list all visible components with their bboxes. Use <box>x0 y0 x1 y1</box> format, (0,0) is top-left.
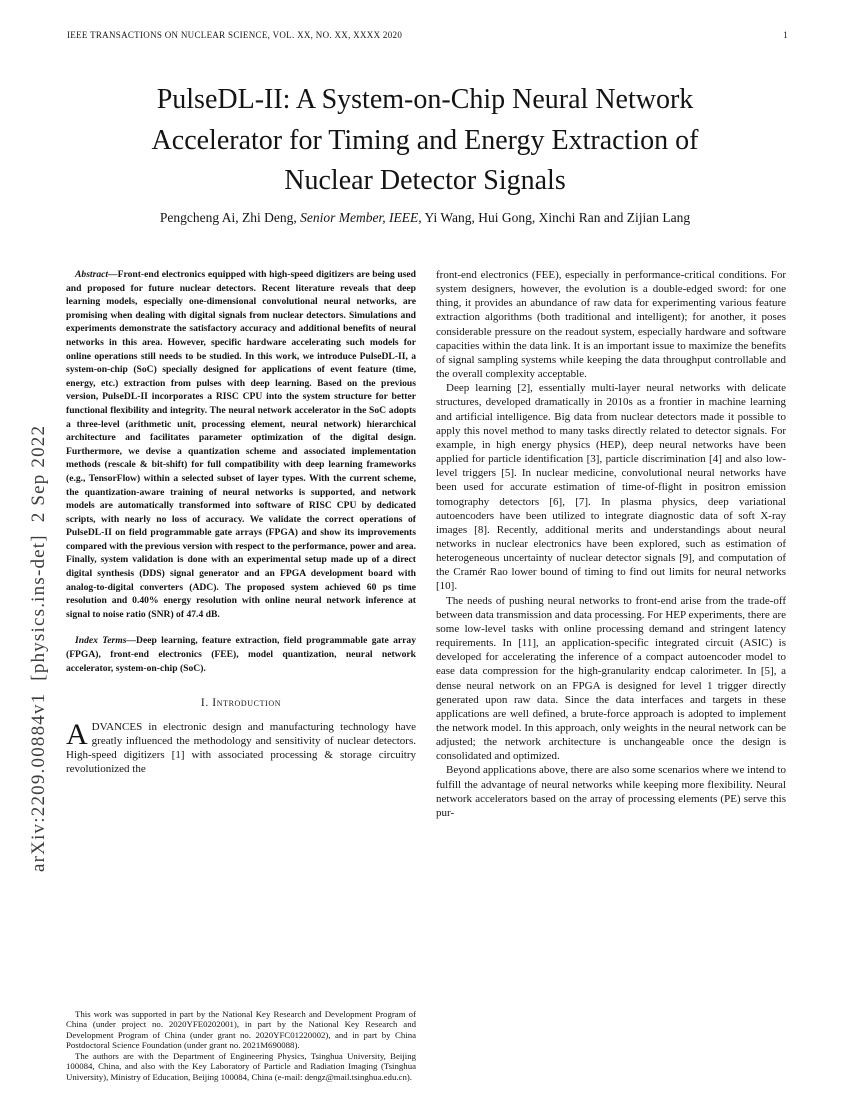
title-line: Accelerator for Timing and Energy Extraction of <box>151 124 699 156</box>
intro-paragraph-text: DVANCES in electronic design and manufacturing technology have greatly influenced the methodology and sensitivity of nuclear detectors. High-speed digitizers [1] with associated processing & storage circuitry revolutionized the <box>66 721 416 776</box>
footnotes-block <box>66 1009 416 1083</box>
abstract-label: Abstract— <box>75 269 118 280</box>
authors-membership: Senior Member, IEEE <box>300 210 419 225</box>
footnote: The authors are with the Department of Engineering Physics, Tsinghua University, Beijing 100084, China, and also with the Key Laboratory of Particle and Radiation Imaging (Tsinghua University), Ministry of Education, Beijing 100084, China (e-mail: dengz@mail.tsinghua.edu.cn). <box>66 1050 416 1082</box>
body-paragraph: front-end electronics (FEE), especially in performance-critical conditions. For system designers, however, the evolution is a double-edged sword: for one thing, it provides an abundance of raw data for experimenting various feature extraction algorithms (both traditional and intelligent); for another, it poses considerable pressure on the readout system, especially hardware and software capacities within the data link. It is an important issue to maximize the benefits of signal sampling systems while keeping the data throughput controllable and the overall complexity acceptable. <box>436 269 786 381</box>
authors-text: Pengcheng Ai, Zhi Deng, <box>159 210 301 225</box>
paper-title <box>70 80 780 202</box>
running-header <box>67 30 788 40</box>
index-terms-section <box>66 634 416 675</box>
arxiv-watermark: arXiv:2209.00884v1 [physics.ins-det] 2 Sep 2022 <box>28 424 49 872</box>
body-paragraph: The needs of pushing neural networks to front-end arise from the trade-off between data transmission and data processing. For HEP experiments, there are some low-level tasks with online processing demand and stringent latency requirements. In [11], an application-specific integrated circuit (ASIC) is developed for accelerating the inference of a compact autoencoder model to ease data compression for the high-granularity endcap calorimeter. In [5], a dense neural network on an FPGA is designed for level 1 trigger directly generated upon raw data. Since the data interfaces and targets in these applications are well defined, a brute-force approach is adopted to implement the network model. In this approach, only weights in the neural network can be adjusted; the network architecture is unchangeable once the design is consolidated and optimized. <box>436 594 786 763</box>
title-line: Nuclear Detector Signals <box>284 165 566 197</box>
intro-dropcap: A <box>66 718 88 752</box>
journal-header: IEEE TRANSACTIONS ON NUCLEAR SCIENCE, VOL. XX, NO. XX, XXXX 2020 <box>67 30 403 40</box>
abstract-section <box>66 268 416 621</box>
index-terms-text: Deep learning, feature extraction, field programmable gate array (FPGA), front-end electronics (FEE), model quantization, neural network accelerator, system-on-chip (SoC). <box>66 635 416 674</box>
body-paragraph: Deep learning [2], essentially multi-layer neural networks with delicate structures, developed dramatically in 2010s as a frontier in machine learning and artificial intelligence. Big data from nuclear detectors made it possible to apply this novel method to many tasks directly related to detector signals. For example, in high energy physics (HEP), deep neural networks have been applied for particle identification [3], particle discrimination [4] and also low-level triggers [5]. In nuclear medicine, convolutional neural networks have been used for accurate estimation of time-of-flight in positron emission tomography detectors [6], [7]. In plasma physics, deep variational autoencoders have been utilized to integrate diagnostic data of soft X-ray images [8]. Recently, additional merits and understandings about neural networks in nuclear electronics have been explored, such as estimation of heterogeneous uncertainty of nuclear detector signals [9], and computation of the Cramér Rao lower bound of timing to find out limits for neural networks [10]. <box>436 382 786 593</box>
authors-text: , Yi Wang, Hui Gong, Xinchi Ran and Zijian Lang <box>418 210 691 225</box>
page-number: 1 <box>783 30 788 40</box>
right-column <box>436 268 786 1082</box>
two-column-body <box>66 268 786 1082</box>
footnote: This work was supported in part by the National Key Research and Development Program of China (under project no. 2020YFE0202001), in part by the National Key Research and Development Program of China (under grant no. 2020YFC01220002), and in part by China Postdoctoral Science Foundation (under grant no. 2021M690088). <box>66 1008 416 1050</box>
body-paragraph: Beyond applications above, there are also some scenarios where we intend to fulfill the advantage of neural networks while keeping more flexibility. Neural network accelerators based on the array of processing elements (PE) serve this pur- <box>436 764 786 819</box>
index-terms-label: Index Terms— <box>75 635 137 647</box>
abstract-text: Front-end electronics equipped with high-speed digitizers are being used and proposed for future nuclear detectors. Recent literature reveals that deep learning models, especially one-dimensional convolutional neural networks, are promising when dealing with digital signals from nuclear detectors. Simulations and experiments demonstrate the satisfactory accuracy and additional benefits of neural networks in this area. However, specific hardware accelerating such models for online operations still needs to be studied. In this work, we introduce PulseDL-II, a system-on-chip (SoC) specially designed for applications of event feature (time, energy, etc.) extraction from pulses with deep learning. Based on the previous version, PulseDL-II incorporates a RISC CPU into the system structure for better functional flexibility and integrity. The neural network accelerator in the SoC adopts a three-level (arithmetic unit, processing element, neural network) hierarchical architecture and facilitates parameter optimization of the digital design. Furthermore, we devise a quantization scheme and associated implementation methods (rescale & bit-shift) for full compatibility with deep learning frameworks (e.g., TensorFlow) within a selected subset of layer types. With the current scheme, the quantization-aware training of neural networks is supported, and network models are automatically transformed into software of RISC CPU by dedicated scripts, with nearly no loss of accuracy. We validate the correct operations of PulseDL-II on field programmable gate arrays (FPGA) and show its improvements compared with the previous version with respect to the performance, power and area. Finally, system validation is done with an experimental setup made up of a direct digital synthesis (DDS) signal generator and an FPGA development board with analog-to-digital converters (ADC). The proposed system achieved 60 ps time resolution and 0.40% energy resolution with online neural network inference at signal to noise ratio (SNR) of 47.4 dB. <box>66 269 416 620</box>
left-column <box>66 268 416 1082</box>
title-line: PulseDL-II: A System-on-Chip Neural Network <box>156 84 694 115</box>
section-heading-introduction: I. Introduction <box>200 697 282 710</box>
intro-paragraph <box>66 720 416 776</box>
authors-line <box>0 210 850 226</box>
